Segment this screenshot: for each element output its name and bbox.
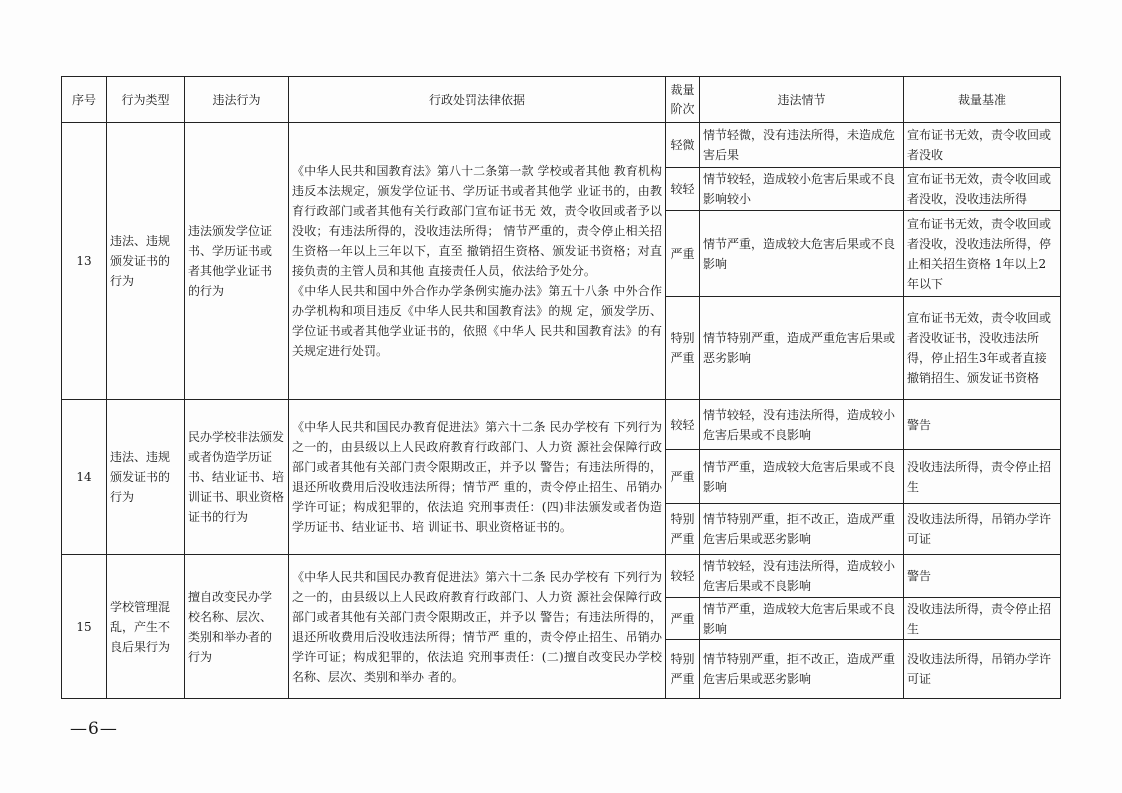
row-no: 13 bbox=[62, 123, 107, 400]
level-cell: 较轻 bbox=[666, 400, 700, 450]
level-cell: 严重 bbox=[666, 598, 700, 640]
base-cell: 宣布证书无效，责令收回或者没收 bbox=[904, 123, 1061, 168]
row-no: 15 bbox=[62, 555, 107, 699]
level-cell: 轻微 bbox=[666, 123, 700, 168]
circ-cell: 情节较轻，没有违法所得，造成较小危害后果或不良影响 bbox=[700, 400, 904, 450]
base-cell: 没收违法所得，责令停止招生 bbox=[904, 598, 1061, 640]
base-cell: 没收违法所得，吊销办学许可证 bbox=[904, 640, 1061, 699]
row-law bbox=[289, 123, 666, 400]
circ-cell: 情节特别严重，拒不改正，造成严重危害后果或恶劣影响 bbox=[700, 504, 904, 555]
header-level: 裁量阶次 bbox=[666, 77, 700, 123]
level-cell: 严重 bbox=[666, 211, 700, 297]
header-no: 序号 bbox=[62, 77, 107, 123]
circ-cell: 情节特别严重，拒不改正，造成严重危害后果或恶劣影响 bbox=[700, 640, 904, 699]
circ-cell: 情节严重，造成较大危害后果或不良影响 bbox=[700, 211, 904, 297]
page-number: —6— bbox=[70, 719, 118, 739]
row-type: 学校管理混乱，产生不良后果行为 bbox=[107, 555, 185, 699]
base-cell: 警告 bbox=[904, 400, 1061, 450]
base-cell: 宣布证书无效，责令收回或者没收证书，没收违法所得，停止招生3年或者直接撤销招生、颁发证书资格 bbox=[904, 297, 1061, 400]
header-type: 行为类型 bbox=[107, 77, 185, 123]
level-cell: 较轻 bbox=[666, 555, 700, 598]
row-type: 违法、违规颁发证书的 行为 bbox=[107, 123, 185, 400]
law-paragraph: 《中华人民共和国民办教育促进法》第六十二条 民办学校有 下列行为之一的，由县级以上人民政府教育行政部门、人力资 源社会保障行政部门或者其他有关部门责令限期改正，并予以 警告；有违法所得的，退还所收费用后没收违法所得；情节严 重的，责令停止招生、吊销办学许可证；构成犯罪的，依法追 究刑事责任：(二)擅自改变民办学校名称、层次、类别和举办 者的。 bbox=[292, 569, 662, 684]
base-cell: 警告 bbox=[904, 555, 1061, 598]
row-act: 擅自改变民办学 校名称、层次、 类别和举办者的 行为 bbox=[185, 555, 289, 699]
header-circ: 违法情节 bbox=[700, 77, 904, 123]
base-cell: 没收违法所得，吊销办学许可证 bbox=[904, 504, 1061, 555]
base-cell: 没收违法所得，责令停止招生 bbox=[904, 450, 1061, 504]
row-type: 违法、违规颁发证书的 行为 bbox=[107, 400, 185, 555]
penalty-table bbox=[61, 76, 1061, 699]
circ-cell: 情节轻微，没有违法所得，未造成危害后果 bbox=[700, 123, 904, 168]
level-cell: 特别严重 bbox=[666, 504, 700, 555]
circ-cell: 情节较轻，没有违法所得，造成较小危害后果或不良影响 bbox=[700, 555, 904, 598]
header-base: 裁量基准 bbox=[904, 77, 1061, 123]
row-no: 14 bbox=[62, 400, 107, 555]
level-cell: 较轻 bbox=[666, 168, 700, 211]
law-paragraph: 《中华人民共和国教育法》第八十二条第一款 学校或者其他 教育机构违反本法规定，颁发学位证书、学历证书或者其他学 业证书的，由教育行政部门或者其他有关行政部门宣布证书无 效，责令收回或者予以没收；有违法所得的，没收违法所得； 情节严重的，责令停止相关招生资格一年以上三年以下，直至 撤销招生资格、颁发证书资格；对直接负责的主管人员和其他 直接责任人员，依法给予处分。 bbox=[292, 164, 662, 278]
level-cell: 严重 bbox=[666, 450, 700, 504]
header-act: 违法行为 bbox=[185, 77, 289, 123]
base-cell: 宣布证书无效，责令收回或者没收，没收违法所得 bbox=[904, 168, 1061, 211]
table-row bbox=[62, 400, 1061, 450]
header-row bbox=[62, 77, 1061, 123]
law-paragraph: 《中华人民共和国中外合作办学条例实施办法》第五十八条 中外合作办学机构和项目违反《中华人民共和国教育法》的规 定，颁发学历、学位证书或者其他学业证书的，依照《中华人 民共和国教育法》的有关规定进行处罚。 bbox=[292, 284, 662, 358]
circ-cell: 情节严重，造成较大危害后果或不良影响 bbox=[700, 598, 904, 640]
header-law: 行政处罚法律依据 bbox=[289, 77, 666, 123]
law-paragraph: 《中华人民共和国民办教育促进法》第六十二条 民办学校有 下列行为之一的，由县级以上人民政府教育行政部门、人力资 源社会保障行政部门或者其他有关部门责令限期改正，并予以 警告；有违法所得的，退还所收费用后没收违法所得；情节严 重的，责令停止招生、吊销办学许可证；构成犯罪的，依法追 究刑事责任：(四)非法颁发或者伪造学历证书、结业证书、培 训证书、职业资格证书的。 bbox=[292, 420, 662, 534]
row-act: 违法颁发学位证 书、学历证书或 者其他学业证书 的行为 bbox=[185, 123, 289, 400]
level-cell: 特别严重 bbox=[666, 640, 700, 699]
row-act: 民办学校非法颁发或者伪造学历证书、结业证书、培训证书、职业资格证书的行为 bbox=[185, 400, 289, 555]
base-cell: 宣布证书无效，责令收回或者没收，没收违法所得，停止相关招生资格 1年以上2年以下 bbox=[904, 211, 1061, 297]
level-cell: 特别严重 bbox=[666, 297, 700, 400]
row-law bbox=[289, 400, 666, 555]
circ-cell: 情节特别严重，造成严重危害后果或恶劣影响 bbox=[700, 297, 904, 400]
table-row bbox=[62, 123, 1061, 168]
circ-cell: 情节较轻，造成较小危害后果或不良影响较小 bbox=[700, 168, 904, 211]
circ-cell: 情节严重，造成较大危害后果或不良影响 bbox=[700, 450, 904, 504]
row-law bbox=[289, 555, 666, 699]
table-row bbox=[62, 555, 1061, 598]
